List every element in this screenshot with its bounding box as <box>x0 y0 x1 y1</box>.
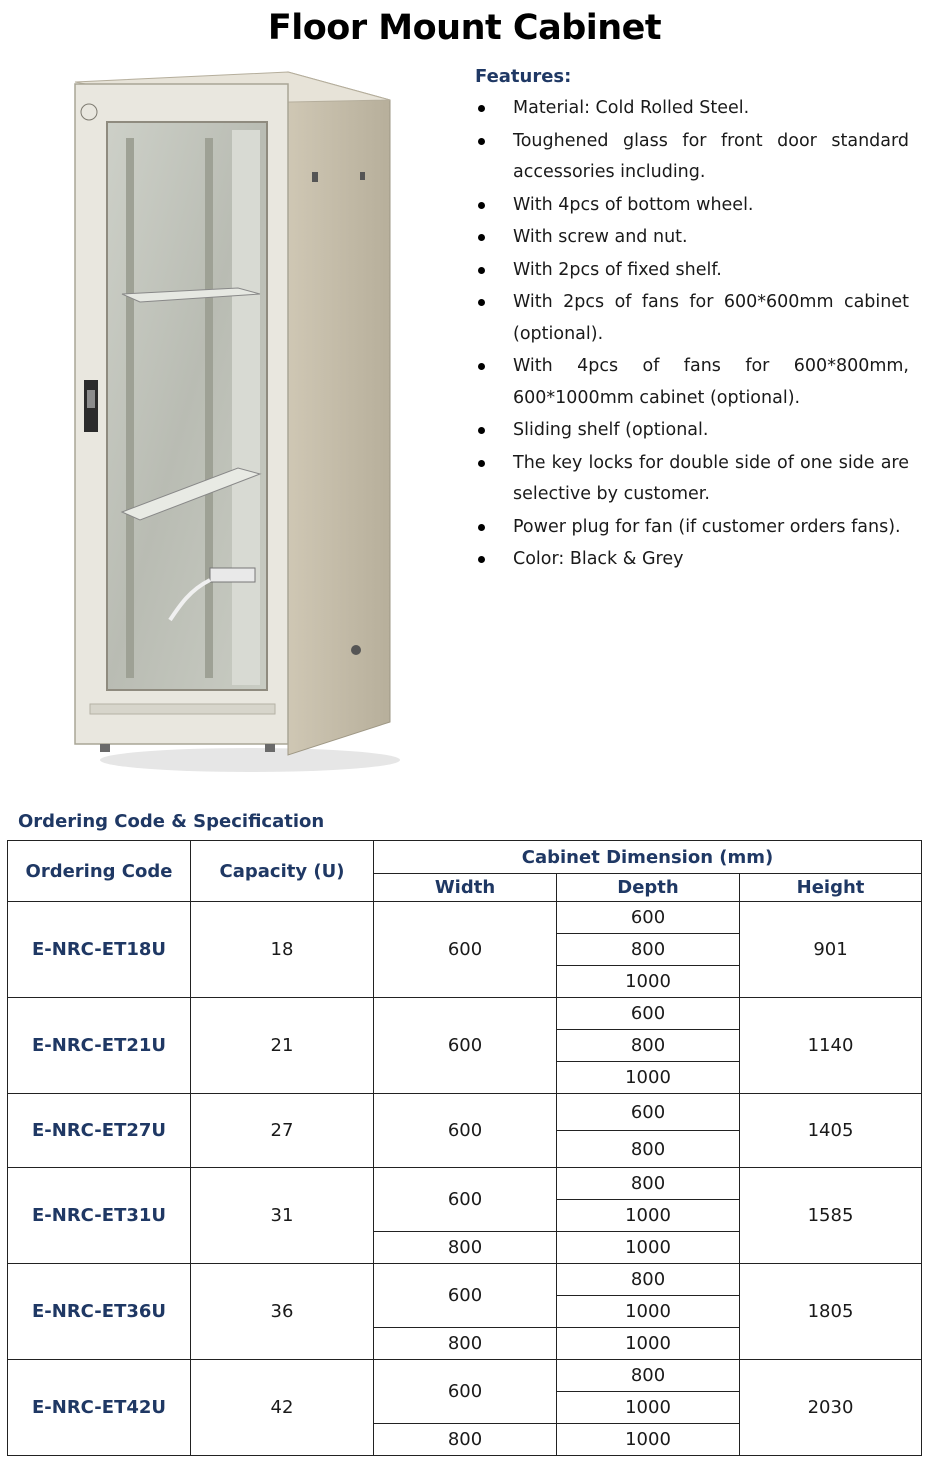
feature-item: Material: Cold Rolled Steel. <box>475 93 909 125</box>
feature-item: With 2pcs of fixed shelf. <box>475 255 909 287</box>
depth-cell: 1000 <box>557 1200 740 1232</box>
feature-item: The key locks for double side of one side are selective by customer. <box>475 448 909 511</box>
ordering-code-cell: E-NRC-ET27U <box>8 1094 191 1168</box>
cabinet-image <box>60 60 420 780</box>
width-cell: 600 <box>374 1094 557 1168</box>
feature-item: With 4pcs of bottom wheel. <box>475 190 909 222</box>
height-cell: 1585 <box>740 1168 922 1264</box>
depth-cell: 800 <box>557 934 740 966</box>
width-cell: 800 <box>374 1424 557 1456</box>
depth-cell: 800 <box>557 1360 740 1392</box>
width-cell: 800 <box>374 1328 557 1360</box>
feature-item: With 4pcs of fans for 600*800mm, 600*1000mm cabinet (optional). <box>475 351 909 414</box>
capacity-cell: 21 <box>191 998 374 1094</box>
feature-item: Power plug for fan (if customer orders fans). <box>475 512 909 544</box>
spec-heading: Ordering Code & Specification <box>18 811 325 832</box>
depth-cell: 1000 <box>557 1424 740 1456</box>
depth-cell: 800 <box>557 1168 740 1200</box>
feature-item: Color: Black & Grey <box>475 544 909 576</box>
depth-cell: 1000 <box>557 1392 740 1424</box>
table-row <box>8 1360 922 1392</box>
depth-cell: 800 <box>557 1030 740 1062</box>
width-cell: 800 <box>374 1232 557 1264</box>
depth-cell: 600 <box>557 902 740 934</box>
depth-cell: 800 <box>557 1264 740 1296</box>
header-height: Height <box>740 874 922 902</box>
page-title: Floor Mount Cabinet <box>267 8 662 48</box>
depth-cell: 1000 <box>557 1232 740 1264</box>
ordering-code-cell: E-NRC-ET21U <box>8 998 191 1094</box>
depth-cell: 1000 <box>557 1062 740 1094</box>
table-row <box>8 998 922 1030</box>
header-ordering-code: Ordering Code <box>8 841 191 902</box>
height-cell: 1140 <box>740 998 922 1094</box>
feature-item: Toughened glass for front door standard accessories including. <box>475 126 909 189</box>
capacity-cell: 42 <box>191 1360 374 1456</box>
ordering-code-cell: E-NRC-ET18U <box>8 902 191 998</box>
height-cell: 2030 <box>740 1360 922 1456</box>
header-cabinet-dimension: Cabinet Dimension (mm) <box>374 841 922 874</box>
width-cell: 600 <box>374 902 557 998</box>
features-list <box>475 93 909 577</box>
header-width: Width <box>374 874 557 902</box>
depth-cell: 1000 <box>557 1328 740 1360</box>
height-cell: 1805 <box>740 1264 922 1360</box>
feature-item: With screw and nut. <box>475 222 909 254</box>
width-cell: 600 <box>374 1264 557 1328</box>
ordering-code-cell: E-NRC-ET36U <box>8 1264 191 1360</box>
depth-cell: 600 <box>557 998 740 1030</box>
capacity-cell: 31 <box>191 1168 374 1264</box>
table-row <box>8 1168 922 1200</box>
depth-cell: 600 <box>557 1094 740 1131</box>
table-row <box>8 902 922 934</box>
capacity-cell: 27 <box>191 1094 374 1168</box>
capacity-cell: 18 <box>191 902 374 998</box>
spec-table <box>7 840 922 1456</box>
features-heading: Features: <box>475 66 572 87</box>
table-row <box>8 1264 922 1296</box>
table-row <box>8 1094 922 1131</box>
height-cell: 1405 <box>740 1094 922 1168</box>
depth-cell: 1000 <box>557 966 740 998</box>
height-cell: 901 <box>740 902 922 998</box>
capacity-cell: 36 <box>191 1264 374 1360</box>
header-depth: Depth <box>557 874 740 902</box>
width-cell: 600 <box>374 998 557 1094</box>
depth-cell: 800 <box>557 1131 740 1168</box>
header-capacity: Capacity (U) <box>191 841 374 902</box>
ordering-code-cell: E-NRC-ET31U <box>8 1168 191 1264</box>
ordering-code-cell: E-NRC-ET42U <box>8 1360 191 1456</box>
feature-item: Sliding shelf (optional. <box>475 415 909 447</box>
feature-item: With 2pcs of fans for 600*600mm cabinet (optional). <box>475 287 909 350</box>
width-cell: 600 <box>374 1168 557 1232</box>
width-cell: 600 <box>374 1360 557 1424</box>
depth-cell: 1000 <box>557 1296 740 1328</box>
